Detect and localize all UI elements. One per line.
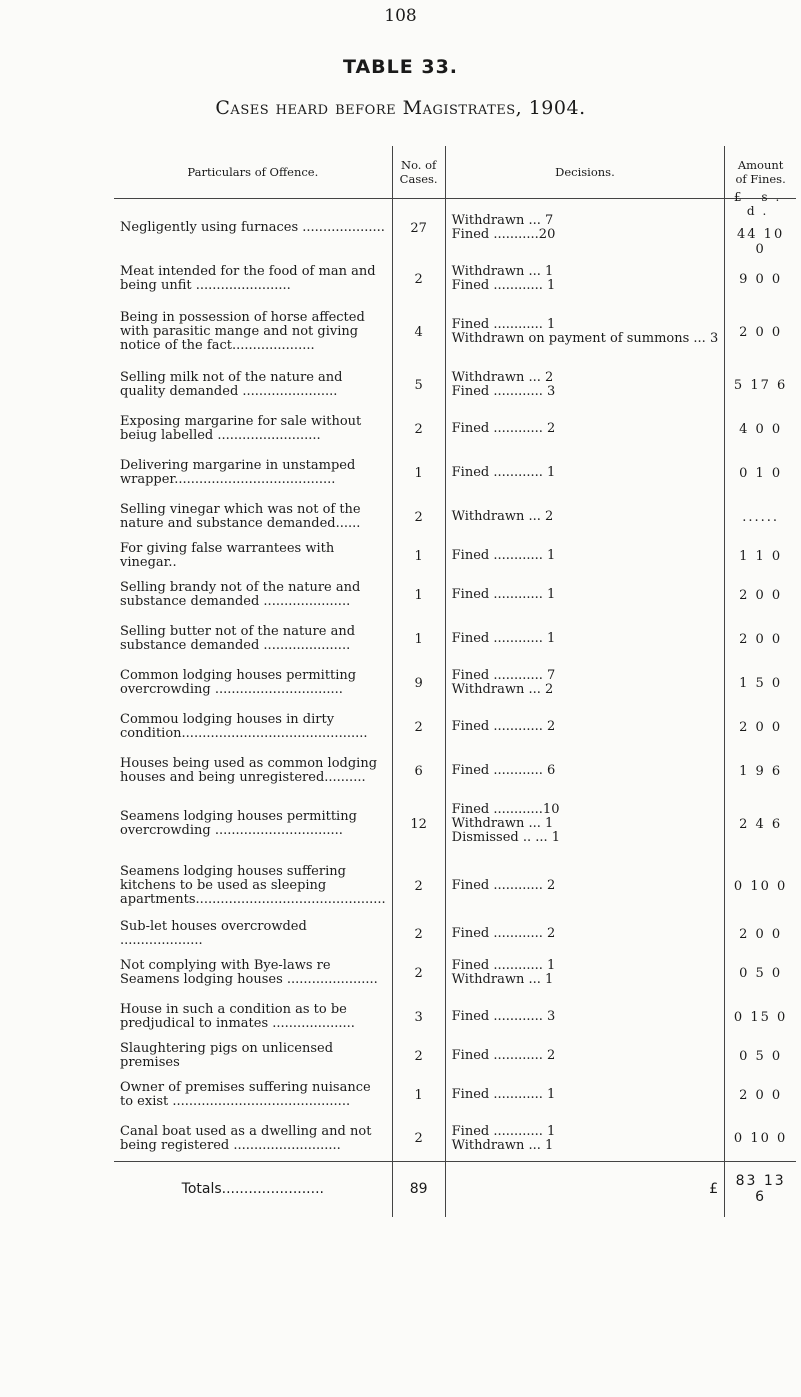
fine-value: 44 10 0 bbox=[737, 227, 785, 257]
offence-particulars: Canal boat used as a dwelling and not being registered .......................... bbox=[114, 1117, 392, 1161]
amount-of-fines: 5 17 6 bbox=[733, 377, 788, 393]
decision-line: Fined ............10 bbox=[451, 802, 560, 817]
decisions bbox=[445, 1039, 725, 1073]
decisions bbox=[445, 573, 725, 617]
number-of-cases: 1 bbox=[392, 617, 445, 661]
decisions bbox=[445, 363, 725, 407]
decision-line: Withdrawn ... 1 bbox=[451, 816, 554, 831]
table-row bbox=[114, 539, 796, 573]
offence-particulars: Selling butter not of the nature and substance demanded ..................... bbox=[114, 617, 392, 661]
offence-particulars: Slaughtering pigs on unlicensed premises bbox=[114, 1039, 392, 1073]
offence-particulars: For giving false warrantees with vinegar.. bbox=[114, 539, 392, 573]
amount-of-fines: 2 0 0 bbox=[739, 719, 783, 735]
table-row bbox=[114, 705, 796, 749]
table-row bbox=[114, 301, 796, 363]
offence-particulars: Owner of premises suffering nuisance to exist ........................................... bbox=[114, 1073, 392, 1117]
amount-of-fines: ...... bbox=[742, 509, 779, 525]
offence-particulars: Commou lodging houses in dirty condition............................................. bbox=[114, 705, 392, 749]
decisions bbox=[445, 407, 725, 451]
number-of-cases: 1 bbox=[392, 451, 445, 495]
number-of-cases: 12 bbox=[392, 793, 445, 855]
number-of-cases: 2 bbox=[392, 855, 445, 917]
decision-line: Withdrawn on payment of summons ... 3 bbox=[451, 331, 719, 346]
table-row bbox=[114, 257, 796, 301]
header-decisions: Decisions. bbox=[445, 146, 725, 199]
table-row bbox=[114, 617, 796, 661]
offence-particulars: Selling milk not of the nature and quality demanded ....................... bbox=[114, 363, 392, 407]
decision-line: Fined ............ 2 bbox=[451, 1048, 556, 1063]
decision-line: Fined ............ 3 bbox=[451, 384, 556, 399]
table-row bbox=[114, 451, 796, 495]
decision-line: Withdrawn ... 1 bbox=[451, 972, 554, 987]
table-row bbox=[114, 363, 796, 407]
table-row bbox=[114, 407, 796, 451]
table-row bbox=[114, 573, 796, 617]
amount-of-fines: 2 0 0 bbox=[739, 587, 783, 603]
offence-particulars: Not complying with Bye-laws re Seamens lodging houses ...................... bbox=[114, 951, 392, 995]
number-of-cases: 4 bbox=[392, 301, 445, 363]
decision-line: Withdrawn ... 1 bbox=[451, 264, 554, 279]
amount-of-fines: 2 0 0 bbox=[739, 631, 783, 647]
amount-of-fines bbox=[725, 190, 796, 258]
amount-of-fines: 0 5 0 bbox=[739, 965, 783, 981]
table-row bbox=[114, 855, 796, 917]
totals-fines: 83 13 6 bbox=[735, 1173, 786, 1206]
decision-line: Fined ............ 6 bbox=[451, 763, 556, 778]
decision-line: Withdrawn ... 1 bbox=[451, 1137, 554, 1153]
header-fines: Amount of Fines. bbox=[735, 158, 786, 186]
decision-line: Fined ............ 1 bbox=[451, 317, 556, 332]
number-of-cases: 2 bbox=[392, 257, 445, 301]
amount-of-fines: 2 0 0 bbox=[739, 1087, 783, 1103]
offence-particulars: House in such a condition as to be predjudical to inmates .................... bbox=[114, 995, 392, 1039]
offence-particulars: Sub-let houses overcrowded .................... bbox=[114, 917, 392, 951]
number-of-cases: 5 bbox=[392, 363, 445, 407]
decisions bbox=[445, 917, 725, 951]
table-row bbox=[114, 1073, 796, 1117]
number-of-cases: 1 bbox=[392, 539, 445, 573]
offence-particulars: Seamens lodging houses suffering kitchens to be used as sleeping apartments.............................................. bbox=[114, 855, 392, 917]
offence-particulars: Houses being used as common lodging houses and being unregistered.......... bbox=[114, 749, 392, 793]
decisions bbox=[445, 257, 725, 301]
number-of-cases: 3 bbox=[392, 995, 445, 1039]
table-row bbox=[114, 495, 796, 539]
decision-line: Fined ...........20 bbox=[451, 227, 556, 242]
decision-line: Fined ............ 2 bbox=[451, 421, 556, 436]
decisions bbox=[445, 995, 725, 1039]
table-row bbox=[114, 1117, 796, 1161]
decision-line: Withdrawn ... 7 bbox=[451, 213, 554, 228]
offence-particulars: Meat intended for the food of man and being unfit ....................... bbox=[114, 257, 392, 301]
table-row bbox=[114, 1039, 796, 1073]
amount-of-fines: 1 9 6 bbox=[739, 763, 783, 779]
amount-of-fines: 0 10 0 bbox=[733, 1131, 788, 1147]
decision-line: Fined ............ 1 bbox=[451, 548, 556, 563]
decisions bbox=[445, 793, 725, 855]
amount-of-fines: 2 0 0 bbox=[739, 926, 783, 942]
decisions bbox=[445, 451, 725, 495]
decisions bbox=[445, 301, 725, 363]
amount-of-fines: 0 10 0 bbox=[733, 878, 788, 894]
amount-of-fines: 2 4 6 bbox=[739, 816, 783, 832]
decisions bbox=[445, 855, 725, 917]
decisions bbox=[445, 617, 725, 661]
decision-line: Fined ............ 2 bbox=[451, 926, 556, 941]
table-row bbox=[114, 995, 796, 1039]
decisions bbox=[445, 199, 725, 258]
offence-particulars: Selling brandy not of the nature and substance demanded ..................... bbox=[114, 573, 392, 617]
amount-of-fines: 1 5 0 bbox=[739, 675, 783, 691]
offence-particulars: Common lodging houses permitting overcrowding ............................... bbox=[114, 661, 392, 705]
header-cases: No. of Cases. bbox=[392, 146, 445, 199]
offence-particulars: Delivering margarine in unstamped wrapper....................................... bbox=[114, 451, 392, 495]
decisions bbox=[445, 661, 725, 705]
decision-line: Withdrawn ... 2 bbox=[451, 509, 554, 524]
offence-particulars: Negligently using furnaces .................... bbox=[114, 199, 392, 258]
table-row bbox=[114, 661, 796, 705]
amount-of-fines: 0 5 0 bbox=[739, 1048, 783, 1064]
number-of-cases: 27 bbox=[392, 199, 445, 258]
decision-line: Fined ............ 1 bbox=[451, 278, 556, 293]
decisions bbox=[445, 1073, 725, 1117]
number-of-cases: 2 bbox=[392, 917, 445, 951]
amount-of-fines: 4 0 0 bbox=[739, 421, 783, 437]
currency-header: £ s. d. bbox=[733, 190, 788, 218]
number-of-cases: 2 bbox=[392, 407, 445, 451]
page-number: 108 bbox=[384, 6, 417, 26]
table-subtitle: Cases heard before Magistrates, 1904. bbox=[215, 97, 586, 119]
number-of-cases: 2 bbox=[392, 1039, 445, 1073]
decision-line: Fined ............ 1 bbox=[451, 1087, 556, 1102]
table-title: TABLE 33. bbox=[342, 56, 459, 78]
totals-row bbox=[114, 1161, 796, 1217]
totals-cases: 89 bbox=[392, 1161, 445, 1217]
offence-particulars: Seamens lodging houses permitting overcrowding ............................... bbox=[114, 793, 392, 855]
decision-line: Withdrawn ... 2 bbox=[451, 370, 554, 385]
number-of-cases: 9 bbox=[392, 661, 445, 705]
amount-of-fines: 9 0 0 bbox=[739, 271, 783, 287]
decision-line: Fined ............ 1 bbox=[451, 465, 556, 480]
decisions bbox=[445, 539, 725, 573]
decisions bbox=[445, 495, 725, 539]
number-of-cases: 2 bbox=[392, 495, 445, 539]
decisions bbox=[445, 1117, 725, 1161]
decision-line: Withdrawn ... 2 bbox=[451, 682, 554, 697]
decision-line: Dismissed .. ... 1 bbox=[451, 830, 561, 845]
amount-of-fines: 1 1 0 bbox=[739, 548, 783, 564]
offence-particulars: Being in possession of horse affected with parasitic mange and not giving notice of the fact.................... bbox=[114, 301, 392, 363]
decision-line: Fined ............ 1 bbox=[451, 1123, 556, 1139]
number-of-cases: 6 bbox=[392, 749, 445, 793]
table-row bbox=[114, 749, 796, 793]
table-row bbox=[114, 793, 796, 855]
cases-table bbox=[114, 146, 796, 1217]
decision-line: Fined ............ 1 bbox=[451, 958, 556, 973]
offence-particulars: Selling vinegar which was not of the nature and substance demanded...... bbox=[114, 495, 392, 539]
decisions bbox=[445, 705, 725, 749]
header-particulars: Particulars of Offence. bbox=[114, 146, 392, 199]
decisions bbox=[445, 951, 725, 995]
table-row bbox=[114, 199, 796, 258]
number-of-cases: 2 bbox=[392, 1117, 445, 1161]
decision-line: Fined ............ 1 bbox=[451, 587, 556, 602]
totals-label: Totals....................... bbox=[114, 1161, 392, 1217]
number-of-cases: 1 bbox=[392, 1073, 445, 1117]
offence-particulars: Exposing margarine for sale without beiug labelled ......................... bbox=[114, 407, 392, 451]
decision-line: Fined ............ 2 bbox=[451, 878, 556, 893]
header-row bbox=[114, 146, 796, 199]
decisions bbox=[445, 749, 725, 793]
table-body bbox=[114, 190, 796, 1162]
amount-of-fines: 0 1 0 bbox=[739, 465, 783, 481]
number-of-cases: 1 bbox=[392, 573, 445, 617]
table-row bbox=[114, 917, 796, 951]
amount-of-fines: 2 0 0 bbox=[739, 324, 783, 340]
decision-line: Fined ............ 2 bbox=[451, 719, 556, 734]
decision-line: Fined ............ 7 bbox=[451, 668, 556, 683]
number-of-cases: 2 bbox=[392, 705, 445, 749]
amount-of-fines: 0 15 0 bbox=[733, 1009, 788, 1025]
decision-line: Fined ............ 3 bbox=[451, 1009, 556, 1024]
number-of-cases: 2 bbox=[392, 951, 445, 995]
table-row bbox=[114, 951, 796, 995]
decision-line: Fined ............ 1 bbox=[451, 631, 556, 646]
totals-currency: £ bbox=[445, 1161, 725, 1217]
